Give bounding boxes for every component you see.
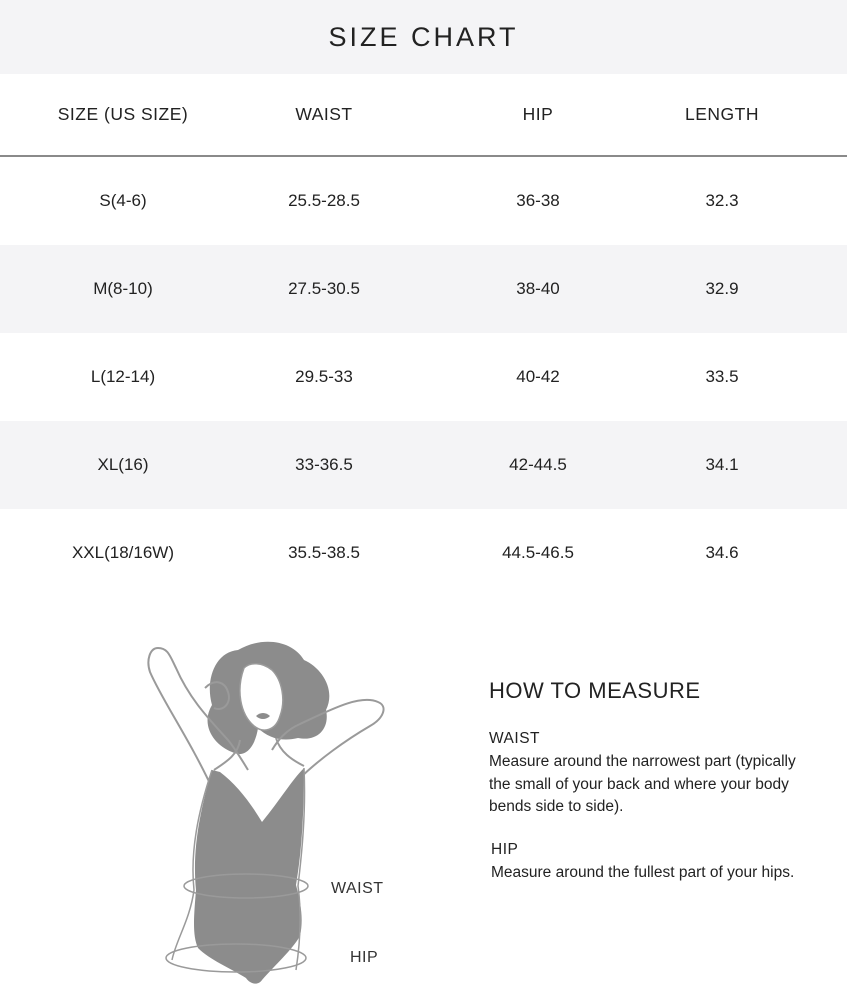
header-size: SIZE (US SIZE): [57, 104, 189, 124]
figure-waist-label: WAIST: [331, 880, 384, 897]
table-row: [0, 157, 847, 245]
page-title: SIZE CHART: [328, 21, 519, 52]
header-hip: HIP: [522, 104, 554, 124]
hip-instructions: [489, 841, 819, 885]
waist-heading: WAIST: [489, 730, 541, 747]
hip-cell: 42-44.5: [509, 455, 567, 474]
size-cell: M(8-10): [93, 279, 153, 298]
how-to-measure-section: [489, 678, 819, 906]
size-cell: XXL(18/16W): [71, 543, 175, 562]
table-row: [0, 421, 847, 509]
table-header-row: [0, 74, 847, 157]
hip-cell: 38-40: [516, 279, 560, 298]
waist-cell: 25.5-28.5: [288, 191, 360, 210]
hip-cell: 40-42: [516, 367, 560, 386]
header-waist: WAIST: [295, 104, 353, 124]
hip-cell: 44.5-46.5: [502, 543, 574, 562]
header-length: LENGTH: [685, 104, 759, 124]
waist-description: Measure around the narrowest part (typically the small of your back and where your body bends side to side).: [489, 753, 796, 815]
body-measurement-illustration: [130, 630, 440, 1000]
length-cell: 32.9: [705, 279, 739, 298]
waist-cell: 29.5-33: [295, 367, 353, 386]
table-row: [0, 333, 847, 421]
title-bar: [0, 0, 847, 74]
size-cell: XL(16): [97, 455, 149, 474]
waist-cell: 33-36.5: [295, 455, 353, 474]
length-cell: 32.3: [705, 191, 739, 210]
size-chart-table: [0, 74, 847, 597]
hip-heading: HIP: [491, 840, 519, 858]
table-row: [0, 245, 847, 333]
length-cell: 34.1: [705, 455, 739, 474]
size-cell: L(12-14): [90, 367, 156, 386]
table-row: [0, 509, 847, 597]
hip-description: Measure around the fullest part of your hips.: [491, 863, 795, 881]
waist-cell: 27.5-30.5: [288, 279, 360, 298]
waist-cell: 35.5-38.5: [288, 543, 360, 562]
size-cell: S(4-6): [99, 191, 147, 210]
figure-hip-label: HIP: [350, 949, 379, 966]
length-cell: 34.6: [705, 543, 739, 562]
hip-cell: 36-38: [516, 191, 560, 210]
how-to-measure-title: HOW TO MEASURE: [489, 678, 701, 703]
waist-instructions: [489, 730, 819, 819]
length-cell: 33.5: [705, 367, 739, 386]
